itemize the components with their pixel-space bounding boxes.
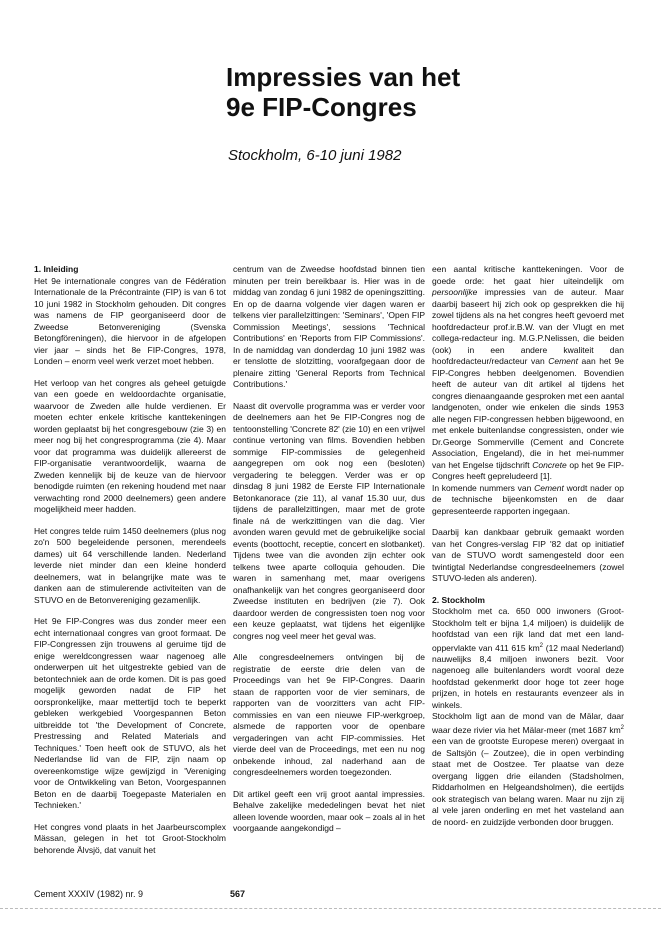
paragraph: Dit artikel geeft een vrij groot aantal impressies. Behalve zakelijke mededelingen bevat het niet alleen lovende woorden, maar ook – zoals al in het voorgaande aangekondigd – xyxy=(233,788,425,833)
text-run: wordt nader op de technische bijeenkomsten en de daar gepresenteerde rapporten ingegaan. xyxy=(432,482,624,516)
paragraph: Het congres vond plaats in het Jaarbeurscomplex Mässan, gelegen in het tot Groot-Stockholm behorende Älvsjö, dat vanuit het xyxy=(34,821,226,855)
text-column-3 xyxy=(432,264,624,838)
text-run: aan het 9e FIP-Congres hebben deelgenomen. Bovendien heeft de auteur van dit artikel al tijdens het congres dienaangaande gesproken met een aantal landgenoten, onder wie enkelen die sinds 1953 alle negen FIP-congressen hebben bijgewoond, en met enkele buitenlandse congressisten, onder wie Dr.George Sommerville (Cement and Concrete Association, Engeland), die in het mei-nummer van het Engelse tijdschrift xyxy=(432,356,624,470)
section-heading-inleiding: 1. Inleiding xyxy=(34,264,79,274)
paragraph xyxy=(432,264,624,483)
page-number: 567 xyxy=(230,889,246,899)
title-line-2: 9e FIP-Congres xyxy=(226,92,417,122)
text-run: op het 9e FIP-Congres heeft gepreludeerd [1]. xyxy=(432,459,624,481)
article-title xyxy=(226,62,646,122)
paragraph xyxy=(432,606,624,711)
emphasis: Cement xyxy=(534,482,564,493)
article-subtitle: Stockholm, 6-10 juni 1982 xyxy=(228,147,402,164)
emphasis: Cement xyxy=(548,356,578,366)
section-heading-stockholm: 2. Stockholm xyxy=(432,594,485,605)
paragraph xyxy=(432,711,624,828)
text-run: In komende nummers van xyxy=(432,482,535,493)
bottom-rule xyxy=(0,908,661,909)
text-column-2 xyxy=(233,264,425,845)
text-run: Stockholm ligt aan de mond van de Mälar, daar waar deze rivier via het Mälar-meer (met 1687 km xyxy=(432,711,624,735)
paragraph: Het 9e internationale congres van de Fédération Internationale de la Précontrainte (FIP) is van 6 tot 10 juni 1982 in Stockholm gehouden. Dit congres was namens de FIP georganiseerd door de Zweedse Betonvereniging (Svenska Betongföreningen), die hiervoor in de afgelopen vier jaar – sinds het 8e FIP-Congres, 1978, Londen – enorm veel werk verzet moet hebben. xyxy=(34,275,226,366)
title-line-1: Impressies van het xyxy=(226,62,461,92)
paragraph: Het verloop van het congres als geheel getuigde van een goede en weldoordachte organisatie, waarvoor de Zweden alle hulde verdienen. Er moeten echter enkele kritische kanttekeningen worden geplaatst bij het congresgebouw (zie 3) en meer nog bij het congresprogramma (zie 4). Maar voor dat programma was duidelijk allereerst de FIP-organisatie verantwoordelijk, waarna de Zweden kennelijk bij de keuze van de hiervoor benodigde ruimten (en rekening houdend met naar verwachting rond 2000 deelnemers) geen andere mogelijkheid meer hadden. xyxy=(34,377,226,514)
paragraph: centrum van de Zweedse hoofdstad binnen tien minuten per trein bereikbaar is. Hier was in de middag van zondag 6 juni 1982 de openingszitting. En op de daarna volgende vier dagen waren er telkens vier parallelzittingen: 'Seminars', 'Open FIP Commission Meetings', sessions 'Technical Contributions' en 'Reports from FIP Commissions'. In de namiddag van donderdag 10 juni 1982 was er tenslotte de slotzitting, voorafgegaan door de plenaire zitting 'General Reports from Technical Contributions.' xyxy=(233,264,425,389)
text-run: (12 maal Nederland) nauwelijks 8,4 miljoen inwoners bezit. Voor nagenoeg alle buitenlanders wordt vooral deze hoofdstad gekenmerkt door hoge tot zeer hoge prijzen, in hotels en restaurants evenzeer als in winkels. xyxy=(432,642,624,710)
text-run: impressies van de auteur. Maar daarbij baseert hij zich ook op gesprekken die hij zowel tijdens als na het congres heeft gevoerd met hoofdredacteur prof.ir.B.W. van der Vlugt en met collega-redacteur ing. M.G.P.Nelissen, die beiden (ook) in een andere kwaliteit dan hoofdredacteur/redacteur van xyxy=(432,287,624,366)
superscript: 2 xyxy=(539,642,544,649)
paragraph: Het congres telde ruim 1450 deelnemers (plus nog zo'n 500 begeleidende personen, merendeels dames) uit 64 verschillende landen. Nederland leverde niet minder dan een kleine honderd deelnemers, wat in belangrijke mate was te danken aan de stimulerende activiteiten van de STUVO en de Betonvereniging gezamenlijk. xyxy=(34,525,226,605)
paragraph: Daarbij kan dankbaar gebruik gemaakt worden van het Congres-verslag FIP '82 dat op initiatief van de STUVO wordt samengesteld door een twintigtal Nederlandse congresdeelnemers (zowel STUVO-leden als anderen). xyxy=(432,527,624,583)
text-run: een aantal kritische kanttekeningen. Voor de goede orde: het gaat hier uiteindelijk om xyxy=(432,264,624,286)
paragraph xyxy=(432,483,624,518)
journal-citation: Cement XXXIV (1982) nr. 9 xyxy=(34,889,144,899)
paragraph: Het 9e FIP-Congres was dus zonder meer een echt internationaal congres van groot formaat. De FIP-Congressen zijn trouwens al geruime tijd de enige wereldcongressen waar nagenoeg alle onderwerpen uit het uitgestrekte gebied van de betontechniek aan de orde komen. Dit is pas goed mogelijk geworden nadat de FIP het oorspronkelijke, maar mettertijd toch te beperkt gebleken werkgebied Voorgespannen Beton uitbreidde tot 'the Development of Concrete, Prestressing and Related Materials and Techniques.' Toen heeft ook de STUVO, als het Nederlandse lid van de FIP, zijn naam op overeenkomstige wijze gewijzigd in 'Vereniging voor de Ontwikkeling van Beton, Voorgespannen Beton en de daarbij Toegepaste Materialen en Technieken.' xyxy=(34,616,226,810)
emphasis: Concrete xyxy=(532,459,567,470)
emphasis: persoonlijke xyxy=(432,287,478,297)
text-column-1 xyxy=(34,264,226,866)
paragraph: Alle congresdeelnemers ontvingen bij de registratie de eerste drie delen van de Proceedings van het 9e FIP-Congres. Daarin staan de rapporten voor de vier seminars, de rapporten van de voorzitters van acht FIP-commissies en van een nieuwe FIP-werkgroep, alsmede de rapporten voor de openbare vergaderingen van acht FIP-commissies. Het vierde deel van de Proceedings, met een nu nog onbekende inhoud, zal naderhand aan de congresdeelnemers worden toegezonden. xyxy=(233,652,425,777)
paragraph: Naast dit overvolle programma was er verder voor de deelnemers aan het 9e FIP-Congres nog de tentoonstelling 'Concrete 82' (zie 10) en een vrijwel continue vertoning van films. Bovendien hebben sommige FIP-commissies de gelegenheid aangegrepen om ook nog een (besloten) vergadering te beleggen. Verder was er op dinsdag 8 juni 1982 de Eerste FIP Internationale Betonkanorace (zie 11), al vanaf 15.30 uur, dus tijdens de parallelzittingen, maar met de grote finale ná de werkzittingen van die dag. Vier avonden waren gevuld met de gebruikelijke social events (boottocht, receptie, concert en slotbanket). Tijdens twee van die avonden zijn echter ook telkens twee aparte colloquia gehouden. Die waren in samenhang met, maar overigens onafhankelijk van het congres georganiseerd door Zweedse instituten en bedrijven (zie 7). Ook daardoor werden de congressisten toen nog voor een keuze geplaatst, wat tijdens het eigenlijke congres nog veel meer het geval was. xyxy=(233,400,425,641)
superscript: 2 xyxy=(620,724,624,731)
text-run: Stockholm met ca. 650 000 inwoners (Groot-Stockholm telt er bijna 1,4 miljoen) is duidelijk de hoofdstad van een rijk land dat met een land-oppervlakte van 411 615 km xyxy=(432,606,624,653)
text-run: een van de grootste Europese meren) overgaat in de Saltsjön (– Zoutzee), die in open verbinding staat met de Oostzee. Ter plaatse van deze overgang liggen drie eilanden (Stadsholmen, Riddarholmen en Helgeandsholmen), die eertijds ook strategisch van belang waren. Maar nu zijn zij al vele jaren onderling en met het vasteland aan de noord- en zuidzijde verbonden door bruggen. xyxy=(432,736,624,827)
